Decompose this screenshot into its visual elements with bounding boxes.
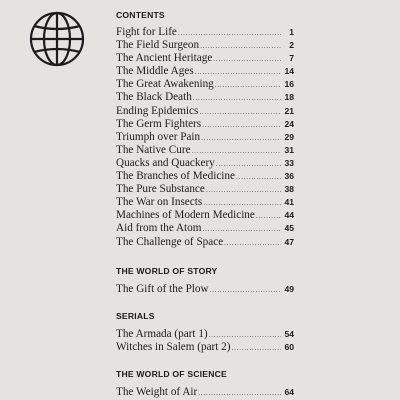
entry-page: 7 — [289, 53, 294, 64]
toc-entry[interactable] — [116, 144, 294, 157]
entry-title: The Armada (part 1) — [116, 327, 208, 340]
toc-entry[interactable] — [116, 52, 294, 65]
dot-leader — [202, 119, 281, 132]
entry-title: The Black Death — [116, 91, 192, 104]
entry-page: 49 — [284, 283, 294, 294]
dot-leader — [201, 132, 281, 145]
toc-entry[interactable] — [116, 328, 294, 341]
toc-entry[interactable] — [116, 341, 294, 354]
dot-leader — [232, 342, 282, 355]
entry-title: The Great Awakening — [116, 78, 214, 91]
dot-leader — [256, 210, 281, 223]
dot-leader — [193, 92, 281, 105]
section-heading-contents: CONTENTS — [116, 10, 165, 20]
entry-page: 16 — [284, 79, 294, 90]
toc-entry[interactable] — [116, 91, 294, 104]
entry-page: 24 — [284, 118, 294, 129]
entry-title: The Germ Fighters — [116, 117, 202, 130]
entry-title: The Gift of the Plow — [116, 282, 209, 295]
entry-title: The War on Insects — [116, 196, 203, 209]
toc-entry[interactable] — [116, 105, 294, 118]
contents-list — [116, 26, 294, 249]
toc-entry[interactable] — [116, 131, 294, 144]
toc-entry[interactable] — [116, 26, 294, 39]
entry-page: 38 — [284, 184, 294, 195]
entry-title: The Middle Ages — [116, 65, 194, 78]
toc-entry[interactable] — [116, 65, 294, 78]
entry-title: Witches in Salem (part 2) — [116, 340, 231, 353]
toc-entry[interactable] — [116, 283, 294, 296]
toc-entry[interactable] — [116, 209, 294, 222]
toc-entry[interactable] — [116, 118, 294, 131]
entry-page: 1 — [289, 27, 294, 37]
entry-title: Fight for Life — [116, 26, 177, 38]
entry-title: Machines of Modern Medicine — [116, 209, 255, 222]
dot-leader — [206, 184, 281, 197]
entry-title: The Branches of Medicine — [116, 170, 235, 183]
entry-title: The Challenge of Space — [116, 235, 224, 248]
section-heading-world-of-story: THE WORLD OF STORY — [116, 265, 218, 276]
table-of-contents — [116, 8, 294, 399]
toc-entry[interactable] — [116, 170, 294, 183]
dot-leader — [213, 53, 281, 66]
entry-page: 54 — [284, 328, 294, 339]
entry-title: The Ancient Heritage — [116, 52, 213, 65]
entry-page: 14 — [284, 66, 294, 77]
toc-entry[interactable] — [116, 183, 294, 196]
toc-entry[interactable] — [116, 386, 294, 399]
entry-page: 18 — [284, 92, 294, 103]
entry-page: 64 — [284, 386, 294, 397]
entry-page: 29 — [284, 131, 294, 142]
entry-page: 31 — [284, 144, 294, 155]
entry-page: 44 — [284, 210, 294, 221]
dot-leader — [198, 387, 281, 400]
entry-page: 21 — [284, 105, 294, 116]
section-heading-serials: SERIALS — [116, 310, 155, 321]
entry-title: The Weight of Air — [116, 385, 198, 398]
entry-page: 33 — [284, 157, 294, 168]
toc-entry[interactable] — [116, 39, 294, 52]
entry-title: The Pure Substance — [116, 183, 205, 196]
toc-entry[interactable] — [116, 196, 294, 209]
dot-leader — [236, 171, 281, 184]
section-heading-world-of-science: THE WORLD OF SCIENCE — [116, 368, 227, 379]
dot-leader — [210, 284, 281, 297]
toc-entry[interactable] — [116, 78, 294, 91]
entry-title: Ending Epidemics — [116, 104, 199, 117]
entry-title: The Native Cure — [116, 143, 191, 156]
toc-entry[interactable] — [116, 222, 294, 235]
entry-page: 2 — [289, 40, 294, 51]
entry-page: 47 — [284, 236, 294, 247]
toc-entry[interactable] — [116, 157, 294, 170]
entry-title: The Field Surgeon — [116, 39, 200, 52]
dot-leader — [199, 106, 281, 119]
toc-entry[interactable] — [116, 236, 294, 249]
dot-leader — [215, 79, 281, 92]
entry-page: 41 — [284, 197, 294, 208]
entry-title: Aid from the Atom — [116, 222, 202, 235]
entry-page: 45 — [284, 223, 294, 234]
entry-title: Quacks and Quackery — [116, 156, 215, 169]
entry-page: 60 — [284, 341, 294, 352]
entry-title: Triumph over Pain — [116, 130, 201, 143]
entry-page: 36 — [284, 171, 294, 182]
dot-leader — [224, 237, 281, 250]
globe-icon — [28, 10, 86, 68]
